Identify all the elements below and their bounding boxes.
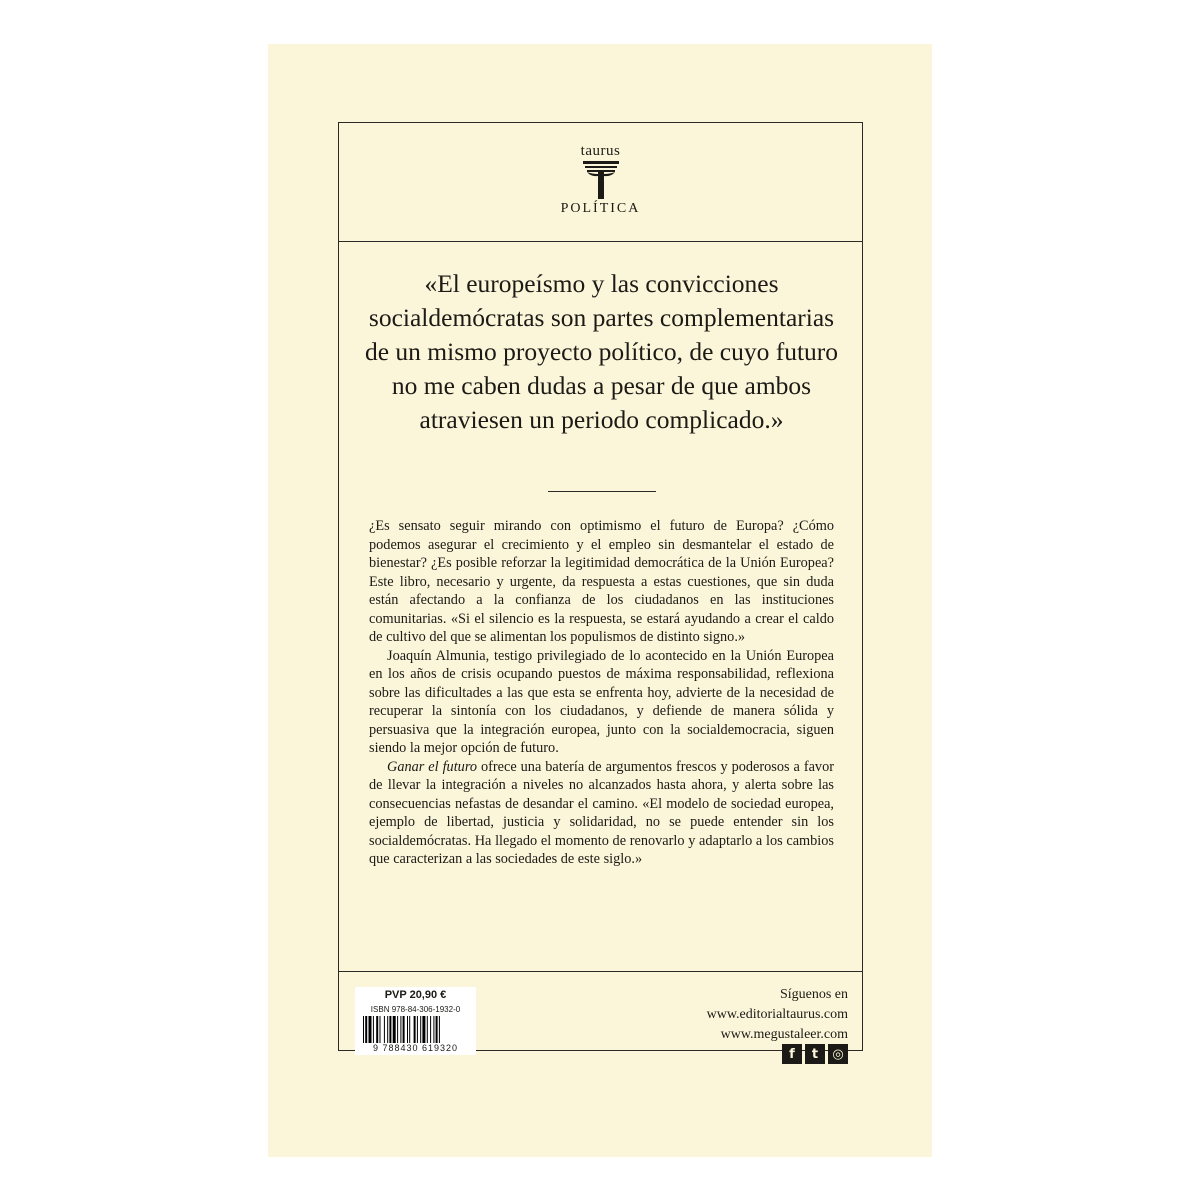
barcode-bar <box>409 1016 410 1043</box>
barcode-label <box>355 987 476 1055</box>
follow-label: Síguenos en <box>779 987 848 1002</box>
barcode-bar <box>403 1016 405 1043</box>
imprint-name: taurus <box>580 143 621 159</box>
barcode-bar <box>417 1016 418 1043</box>
social-info <box>707 985 848 1045</box>
barcode-bar <box>400 1016 401 1043</box>
book-title: Ganar el futuro <box>387 758 478 775</box>
barcode-bar <box>393 1016 396 1043</box>
pull-quote: «El europeísmo y las convicciones socialdemócratas son partes complementarias de un mismo proyecto político, de cuyo futuro no me caben dudas a pesar de que ambos atraviesen un periodo complicado.» <box>364 269 839 434</box>
blurb-paragraph-1: ¿Es sensato seguir mirando con optimismo el futuro de Europa? ¿Cómo podemos asegurar el crecimiento y el empleo sin desmantelar el estado de bienestar? ¿Es posible reforzar la legitimidad democrática de la Unión Europea? Este libro, necesario y urgente, da respuesta a estas cuestiones, que sin duda están afectando a la confianza de los ciudadanos en las instituciones comunitarias. «Si el silencio es la respuesta, se estará ayudando a crear el caldo de cultivo del que se alimentan los populismos de distinto signo.» <box>369 518 834 645</box>
collection-name: POLÍTICA <box>560 201 641 216</box>
footer-divider <box>339 971 862 972</box>
barcode-bar <box>433 1016 434 1043</box>
isbn: ISBN 978-84-306-1932-0 <box>370 1005 461 1014</box>
barcode-bar <box>436 1016 438 1043</box>
barcode-bar <box>387 1016 388 1043</box>
blurb <box>369 517 834 869</box>
barcode-bar <box>420 1016 421 1043</box>
barcode-bar <box>380 1016 381 1043</box>
blurb-paragraph-2: Joaquín Almunia, testigo privilegiado de lo acontecido en la Unión Europea en los años de crisis ocupando puestos de máxima responsabilidad, reflexiona sobre las dificultades a las que esta se enfrenta hoy, advierte de la necesidad de recuperar la sintonía con los ciudadanos, y defiende de manera sólida y persuasiva que la integración europea, junto con la socialdemocracia, siguen siendo la mejor opción de futuro. <box>369 647 834 756</box>
barcode-bar <box>384 1016 385 1043</box>
barcode-bar <box>389 1016 391 1043</box>
social-icons <box>782 1044 848 1064</box>
imprint-header <box>339 123 862 242</box>
facebook-icon[interactable]: f <box>782 1044 802 1064</box>
barcode-bar <box>365 1016 367 1043</box>
blurb-paragraph-3-text: ofrece una batería de argumentos frescos y poderosos a favor de llevar la integración a niveles no alcanzados hasta ahora, y alerta sobre las consecuencias nefastas de desandar el camino. «El modelo de sociedad europea, ejemplo de libertad, justicia y solidaridad, no se puede entender sin los socialdemócratas. Ha llegado el momento de renovarlo y adaptarlo a los cambios que caracterizan a las sociedades de este siglo.» <box>369 758 834 867</box>
barcode-digits: 9 788430 619320 <box>372 1043 459 1053</box>
cover-frame <box>338 122 863 1051</box>
barcode-bar <box>439 1016 440 1043</box>
barcode-bars <box>363 1016 470 1043</box>
taurus-logo-icon <box>583 161 619 199</box>
barcode-bar <box>414 1016 416 1043</box>
barcode-bar <box>376 1016 378 1043</box>
website-link-megustaleer[interactable]: www.megustaleer.com <box>720 1027 848 1042</box>
barcode-bar <box>422 1016 425 1043</box>
barcode-bar <box>430 1016 431 1043</box>
quote-divider <box>548 491 656 492</box>
instagram-icon[interactable]: ◎ <box>828 1044 848 1064</box>
twitter-icon[interactable]: t <box>805 1044 825 1064</box>
barcode-bar <box>373 1016 374 1043</box>
barcode-bar <box>363 1016 364 1043</box>
barcode-bar <box>397 1016 398 1043</box>
barcode-bar <box>427 1016 428 1043</box>
website-link-taurus[interactable]: www.editorialtaurus.com <box>706 1007 848 1022</box>
barcode-bar <box>407 1016 408 1043</box>
barcode-bar <box>369 1016 372 1043</box>
blurb-paragraph-3 <box>369 758 834 869</box>
price: PVP 20,90 € <box>384 989 447 1001</box>
